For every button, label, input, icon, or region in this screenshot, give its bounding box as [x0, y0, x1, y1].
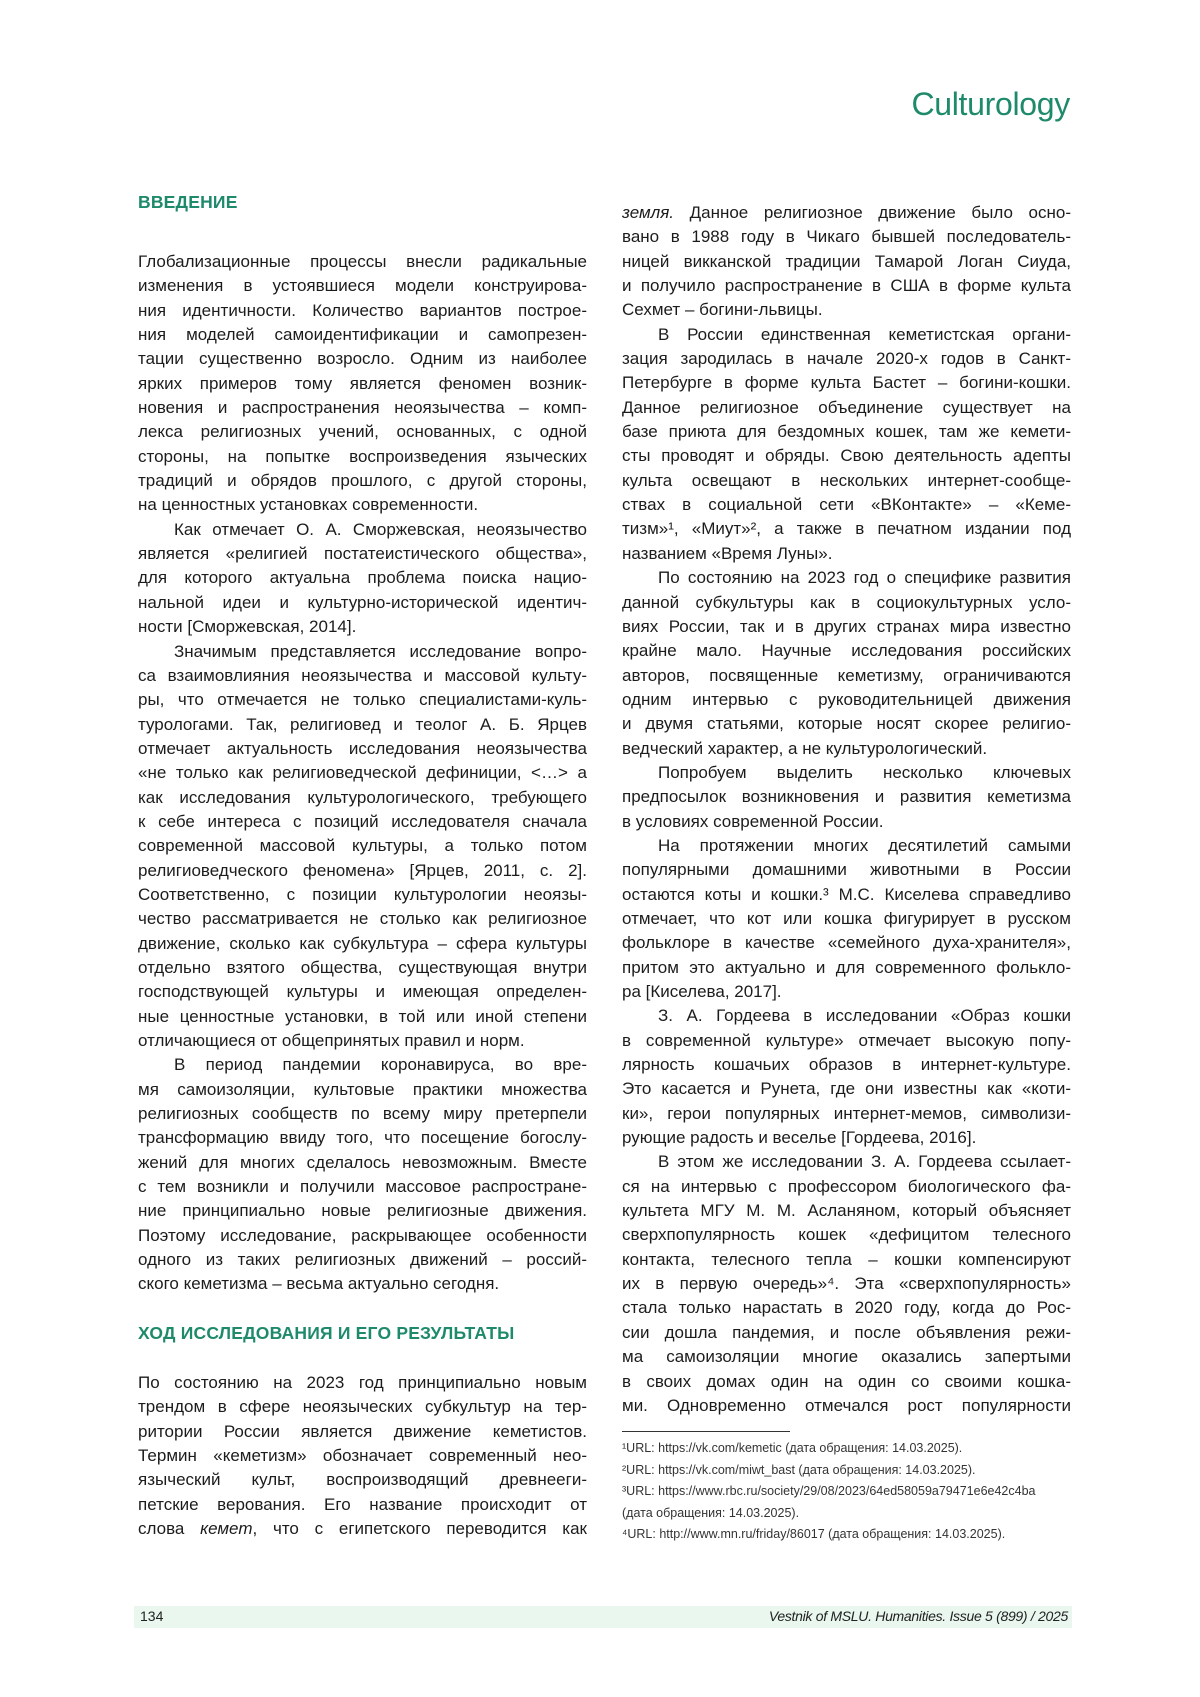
footnote: (дата обращения: 14.03.2025).	[622, 1503, 1071, 1525]
text-line: В России единственная кеметистская органи-	[622, 323, 1071, 347]
text-line: ми. Одновременно отмечался рост популярности	[622, 1394, 1071, 1418]
text-line: сверхпопулярность кошек «дефицитом телесного	[622, 1223, 1071, 1247]
text-line: контакта, телесного тепла – кошки компенсируют	[622, 1248, 1071, 1272]
text-line: в своих домах один на один со своими кошка-	[622, 1370, 1071, 1394]
text-line: господствующей культуры и имеющая определен-	[138, 980, 587, 1004]
text-line: языческий культ, воспроизводящий древнееги-	[138, 1468, 587, 1492]
text-line: остаются коты и кошки.³ М.С. Киселева справедливо	[622, 883, 1071, 907]
paragraph	[138, 1371, 587, 1541]
intro-text	[138, 250, 587, 1297]
text-line: Термин «кеметизм» обозначает современный нео-	[138, 1444, 587, 1468]
text-line: в условиях современной России.	[622, 810, 1071, 834]
text-line: З. А. Гордеева в исследовании «Образ кошки	[622, 1004, 1071, 1028]
text-line: фольклоре в качестве «семейного духа-хранителя»,	[622, 931, 1071, 955]
text-line: отличающиеся от общепринятых правил и норм.	[138, 1029, 587, 1053]
journal-citation: Vestnik of MSLU. Humanities. Issue 5 (899) / 2025	[769, 1608, 1068, 1624]
page-number: 134	[140, 1608, 163, 1624]
text-line: ра [Киселева, 2017].	[622, 980, 1071, 1004]
text-line: является «религией постатеистического общества»,	[138, 542, 587, 566]
text-line: притом это актуально и для современного фолькло-	[622, 956, 1071, 980]
text-line: ритории России является движение кеметистов.	[138, 1420, 587, 1444]
text-line: лекса религиозных учений, основанных, с одной	[138, 420, 587, 444]
text-line: чество рассматривается не столько как религиозное	[138, 907, 587, 931]
text-line: популярными домашними животными в России	[622, 858, 1071, 882]
text-line: ского кеметизма – весьма актуально сегодня.	[138, 1272, 587, 1296]
text-line: Поэтому исследование, раскрывающее особенности	[138, 1224, 587, 1248]
text-line: стала только нарастать в 2020 году, когда до Рос-	[622, 1296, 1071, 1320]
text-line: Петербурге в форме культа Бастет – богини-кошки.	[622, 371, 1071, 395]
italic-term: кемет	[200, 1519, 252, 1538]
text-line: петские верования. Его название происходит от	[138, 1493, 587, 1517]
text-line: к себе интереса с позиций исследователя сначала	[138, 810, 587, 834]
text-line: и получило распространение в США в форме культа	[622, 274, 1071, 298]
text-line: сты проводят и обряды. Свою деятельность адепты	[622, 444, 1071, 468]
text-line: ние принципиально новые религиозные движения.	[138, 1199, 587, 1223]
paragraph	[622, 323, 1071, 566]
footnote: ⁴URL: http://www.mn.ru/friday/86017 (дата обращения: 14.03.2025).	[622, 1524, 1071, 1546]
text-line: рующие радость и веселье [Гордеева, 2016].	[622, 1126, 1071, 1150]
text-line: Данное религиозное объединение существует на	[622, 396, 1071, 420]
paragraph	[622, 761, 1071, 834]
italic-term: земля.	[622, 203, 674, 222]
section-title: Culturology	[911, 86, 1070, 123]
paragraph	[622, 1150, 1071, 1418]
text-line: ные ценностные установки, в той или иной степени	[138, 1005, 587, 1029]
text-line: трендом в сфере неоязыческих субкультур на тер-	[138, 1395, 587, 1419]
results-text	[138, 1371, 587, 1541]
text-line: сии дошла пандемия, и после объявления режи-	[622, 1321, 1071, 1345]
paragraph	[622, 201, 1071, 323]
footnote: ¹URL: https://vk.com/kemetic (дата обращения: 14.03.2025).	[622, 1438, 1071, 1460]
text-line: предпосылок возникновения и развития кеметизма	[622, 785, 1071, 809]
text-line: ствах в социальной сети «ВКонтакте» – «Кеме-	[622, 493, 1071, 517]
text-line: одним интервью с руководительницей движения	[622, 688, 1071, 712]
text-line: Это касается и Рунета, где они известны как «коти-	[622, 1077, 1071, 1101]
text-line: По состоянию на 2023 год о специфике развития	[622, 566, 1071, 590]
text-line: трансформацию ввиду того, что посещение богослу-	[138, 1126, 587, 1150]
text-line: движение, сколько как субкультура – сфера культуры	[138, 932, 587, 956]
text-line: отмечает, что кот или кошка фигурирует в русском	[622, 907, 1071, 931]
paragraph	[138, 1053, 587, 1296]
text-line: ницей викканской традиции Тамарой Логан Сиуда,	[622, 250, 1071, 274]
text-line: ся на интервью с профессором биологического фа-	[622, 1175, 1071, 1199]
text-line: стороны, на попытке воспроизведения языческих	[138, 445, 587, 469]
text-line: названием «Время Луны».	[622, 542, 1071, 566]
text-line	[622, 201, 1071, 225]
text-line: авторов, посвященные кеметизму, ограничиваются	[622, 664, 1071, 688]
paragraph	[622, 1004, 1071, 1150]
text-line: лярность кошачьих образов в интернет-культуре.	[622, 1053, 1071, 1077]
text-line: одного из таких религиозных движений – россий-	[138, 1248, 587, 1272]
text-line: зация зародилась в начале 2020-х годов в Санкт-	[622, 347, 1071, 371]
text-segment: , что с египетского переводится как	[252, 1519, 587, 1538]
page-footer	[134, 1606, 1072, 1628]
paragraph	[622, 834, 1071, 1004]
text-line: ма самоизоляции многие оказались запертыми	[622, 1345, 1071, 1369]
text-line: для которого актуальна проблема поиска нацио-	[138, 566, 587, 590]
text-line: культа освещают в нескольких интернет-сообще-	[622, 469, 1071, 493]
text-line: с тем возникли и получили массовое распростране-	[138, 1175, 587, 1199]
text-line: ярких примеров тому является феномен возник-	[138, 372, 587, 396]
text-line: По состоянию на 2023 год принципиально новым	[138, 1371, 587, 1395]
text-line: «не только как религиоведческой дефиниции, <…> а	[138, 761, 587, 785]
text-line: данной субкультуры как в социокультурных усло-	[622, 591, 1071, 615]
text-line: базе приюта для бездомных кошек, там же кемети-	[622, 420, 1071, 444]
footnote: ³URL: https://www.rbc.ru/society/29/08/2023/64ed58059a79471e6e42c4ba	[622, 1481, 1071, 1503]
text-line: тации существенно возросло. Одним из наиболее	[138, 347, 587, 371]
text-line: Глобализационные процессы внесли радикальные	[138, 250, 587, 274]
text-line: на ценностных установках современности.	[138, 493, 587, 517]
text-line	[138, 1517, 587, 1541]
text-segment: Данное религиозное движение было осно-	[674, 203, 1071, 222]
text-line: мя самоизоляции, культовые практики множества	[138, 1078, 587, 1102]
paragraph	[138, 640, 587, 1054]
text-line: религиозных сообществ по всему миру претерпели	[138, 1102, 587, 1126]
heading-introduction: ВВЕДЕНИЕ	[138, 192, 238, 213]
text-line: Сехмет – богини-львицы.	[622, 298, 1071, 322]
footnote-divider	[622, 1431, 790, 1432]
text-line: крайне мало. Научные исследования российских	[622, 639, 1071, 663]
paragraph	[138, 250, 587, 518]
footnote: ²URL: https://vk.com/miwt_bast (дата обращения: 14.03.2025).	[622, 1460, 1071, 1482]
text-line: религиоведческого феномена» [Ярцев, 2011, с. 2].	[138, 859, 587, 883]
text-line: На протяжении многих десятилетий самыми	[622, 834, 1071, 858]
text-line: нальной идеи и культурно-исторической идентич-	[138, 591, 587, 615]
text-line: ности [Сморжевская, 2014].	[138, 615, 587, 639]
text-line: вано в 1988 году в Чикаго бывшей последователь-	[622, 225, 1071, 249]
text-line: Соответственно, с позиции культурологии неоязы-	[138, 883, 587, 907]
paragraph	[138, 518, 587, 640]
text-line: их в первую очередь»⁴. Эта «сверхпопулярность»	[622, 1272, 1071, 1296]
text-line: В период пандемии коронавируса, во вре-	[138, 1053, 587, 1077]
text-line: в современной культуре» отмечает высокую попу-	[622, 1029, 1071, 1053]
text-line: современной массовой культуры, а только потом	[138, 834, 587, 858]
text-line: отдельно взятого общества, существующая внутри	[138, 956, 587, 980]
text-line: В этом же исследовании З. А. Гордеева ссылает-	[622, 1150, 1071, 1174]
text-segment: слова	[138, 1519, 200, 1538]
right-text	[622, 201, 1071, 1418]
text-line: Попробуем выделить несколько ключевых	[622, 761, 1071, 785]
text-line: изменения в устоявшиеся модели конструирова-	[138, 274, 587, 298]
text-line: традиций и обрядов прошлого, с другой стороны,	[138, 469, 587, 493]
text-line: отмечает актуальность исследования неоязычества	[138, 737, 587, 761]
text-line: турологами. Так, религиовед и теолог А. Б. Ярцев	[138, 713, 587, 737]
text-line: культета МГУ М. М. Асланяном, который объясняет	[622, 1199, 1071, 1223]
text-line: Как отмечает О. А. Сморжевская, неоязычество	[138, 518, 587, 542]
text-line: как исследования культурологического, требующего	[138, 786, 587, 810]
text-line: ния идентичности. Количество вариантов построе-	[138, 299, 587, 323]
text-line: виях России, так и в других странах мира известно	[622, 615, 1071, 639]
text-line: ры, что отмечается не только специалистами-куль-	[138, 688, 587, 712]
footnotes	[622, 1438, 1071, 1546]
text-line: жений для многих сделалось невозможным. Вместе	[138, 1151, 587, 1175]
text-line: Значимым представляется исследование вопро-	[138, 640, 587, 664]
heading-research-results: ХОД ИССЛЕДОВАНИЯ И ЕГО РЕЗУЛЬТАТЫ	[138, 1323, 514, 1344]
text-line: ния моделей самоидентификации и самопрезен-	[138, 323, 587, 347]
text-line: и двумя статьями, которые носят скорее религио-	[622, 712, 1071, 736]
text-line: са взаимовлияния неоязычества и массовой культу-	[138, 664, 587, 688]
paragraph	[622, 566, 1071, 761]
text-line: ки», герои популярных интернет-мемов, символизи-	[622, 1102, 1071, 1126]
text-line: новения и распространения неоязычества – комп-	[138, 396, 587, 420]
text-line: ведческий характер, а не культурологический.	[622, 737, 1071, 761]
text-line: тизм»¹, «Миут»², а также в печатном издании под	[622, 517, 1071, 541]
